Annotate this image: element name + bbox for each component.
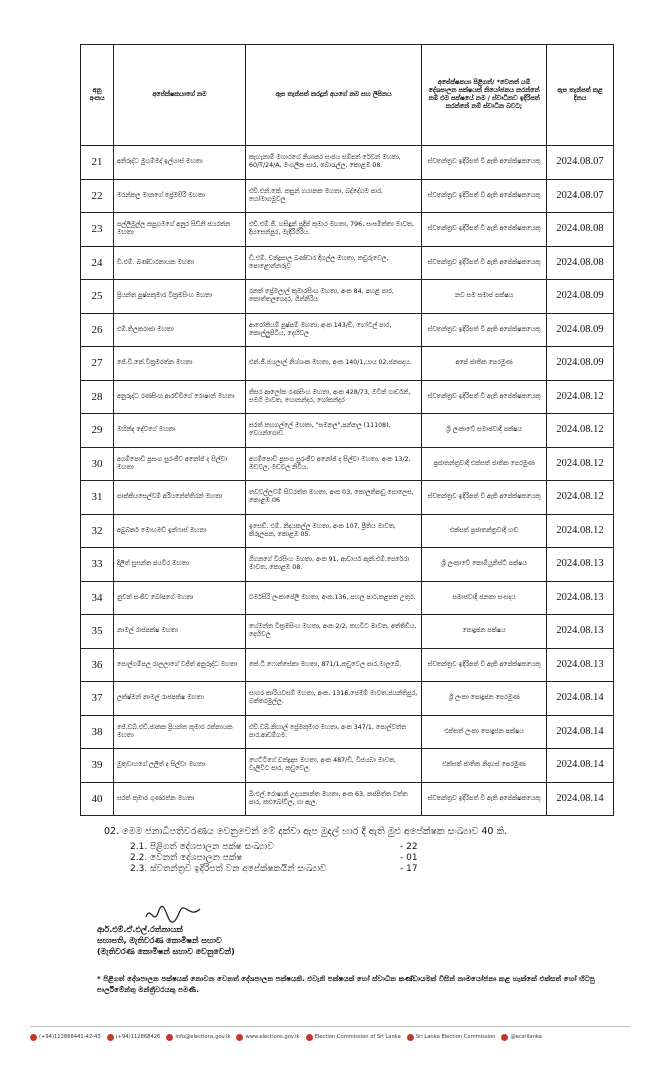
deposit-date: 2024.08.13 — [547, 615, 614, 649]
proxy-name-address: ඉසෙඩ්. එම්. නිදයකල්ල මහතා, අංක 107, ප්‍රීතිය මාවත, කිරුලපන, කොළඹ 05. — [246, 514, 422, 548]
table-row — [81, 213, 614, 247]
party-affiliation: ස්වතන්ත්‍රව ඉදිරිපත් වී ඇති අපේක්ෂකයෙකු — [422, 213, 547, 247]
candidate-name: අනුරුද්ධ රණසිංහ ආරච්චිගේ රොෂාන් මහතා — [114, 380, 246, 414]
table-row — [81, 380, 614, 414]
deposit-date: 2024.08.08 — [547, 213, 614, 247]
deposit-date: 2024.08.14 — [547, 749, 614, 783]
proxy-name-address: කේ.ටී.ෆොන්සේකා මහතා, 871/1,කඩුවෙල පාර,මාලබේ. — [246, 648, 422, 682]
table-row — [81, 447, 614, 481]
footer-item-text: Election Commission of Sri Lanka — [314, 1034, 401, 1040]
breakdown-row — [130, 864, 440, 875]
candidate-name: ලක්ෂ්මන් නාමල් රාජපක්ෂ මහතා — [114, 682, 246, 716]
deposit-date: 2024.08.08 — [547, 246, 614, 280]
youtube-icon — [407, 1034, 414, 1041]
footer-item[interactable] — [236, 1034, 299, 1041]
candidate-name: අබුබකර් මොහමඩ් ඉන්ෆාස් මහතා — [114, 514, 246, 548]
deposit-date: 2024.08.12 — [547, 447, 614, 481]
party-affiliation: පොදුජන පක්ෂය — [422, 615, 547, 649]
row-number: 23 — [81, 213, 114, 247]
deposit-date: 2024.08.09 — [547, 347, 614, 381]
row-number: 39 — [81, 749, 114, 783]
party-affiliation: සමාජවාදී ජනතා සංසදය — [422, 581, 547, 615]
row-number: 24 — [81, 246, 114, 280]
twitter-icon — [501, 1034, 508, 1041]
summary-text: 02. මෙම ජනාධිපතිවරණය වෙනුවෙන් මේ දක්වා ඇප මුදල් භාර දී ඇති මුළු අපේක්ෂක සංඛ්‍යාව 40 කි. — [104, 826, 508, 837]
party-affiliation: ස්වතන්ත්‍රව ඉදිරිපත් වී ඇති අපේක්ෂකයෙකු — [422, 782, 547, 816]
row-number: 38 — [81, 715, 114, 749]
table-row — [81, 246, 614, 280]
row-number: 30 — [81, 447, 114, 481]
table-row — [81, 648, 614, 682]
row-number: 36 — [81, 648, 114, 682]
proxy-name-address: එච්.එම්.ජී. හසිඳුන් ප්‍රදීප් කුමාර මහතා, 796, සංඝමිත්තා මාවත, දියසෙන්පුර, මැදිරිගිරිය. — [246, 213, 422, 247]
footer-item[interactable] — [30, 1034, 101, 1041]
deposit-date: 2024.08.12 — [547, 514, 614, 548]
row-number: 37 — [81, 682, 114, 716]
row-number: 26 — [81, 313, 114, 347]
footer-item[interactable] — [407, 1034, 496, 1041]
deposit-date: 2024.08.09 — [547, 313, 614, 347]
proxy-name-address: ඩී.එම්. චන්ද්‍රපාල බණ්ඩාර දිගල්ල මහතා, කඩුරුවෙල, පොළොන්නරුව — [246, 246, 422, 280]
table-row — [81, 782, 614, 816]
candidate-name: එම්.තිලකරාජා මහතා — [114, 313, 246, 347]
candidate-name: සරත් කුමාර ගුණරත්න මහතා — [114, 782, 246, 816]
breakdown-label: 2.2. වෙනත් දේශපාලන පක්ෂ — [130, 853, 243, 863]
party-affiliation: ස්වතන්ත්‍රව ඉදිරිපත් වී ඇති අපේක්ෂකයෙකු — [422, 146, 547, 180]
footer-item[interactable] — [306, 1034, 401, 1041]
row-number: 25 — [81, 280, 114, 314]
candidate-table-body — [81, 146, 614, 816]
candidate-name: නාමල් රාජපක්ෂ මහතා — [114, 615, 246, 649]
party-affiliation: ස්වතන්ත්‍රව ඉදිරිපත් වී ඇති අපේක්ෂකයෙකු — [422, 313, 547, 347]
header-no: අනු අංකය — [81, 45, 114, 146]
proxy-name-address: හෙට්ටිගේ චන්ද්‍රදාස මහතා, අංක 487/ඩී, විජයබා මාවත, වැලිවිට පාර, කඩුවෙල. — [246, 749, 422, 783]
party-affiliation: ස්වතන්ත්‍රව ඉදිරිපත් වී ඇති අපේක්ෂකයෙකු — [422, 648, 547, 682]
table-row — [81, 749, 614, 783]
party-affiliation: නව සම සමාජ පක්ෂය — [422, 280, 547, 314]
party-affiliation: ස්වතන්ත්‍රව ඉදිරිපත් වී ඇති අපේක්ෂකයෙකු — [422, 246, 547, 280]
table-row — [81, 615, 614, 649]
proxy-name-address: එච්.ඩබ්.නිහාල් ප්‍රේමකුමාර මහතා, අංක 347/1, පොල්වත්ත පාර,ආඩම්ගම. — [246, 715, 422, 749]
candidate-name: නුවන් සංජීව බෝපගේ මහතා — [114, 581, 246, 615]
proxy-name-address: සාගර කාරියවසම් මහතා, අංක. 1316,ජෙමම් මාවත,ජයන්තිපුර, බත්තරමුල්ල. — [246, 682, 422, 716]
candidate-name: ජේ.ඩී.කේ.වික්‍රමරත්න මහතා — [114, 347, 246, 381]
table-row — [81, 581, 614, 615]
signatory-title: සභාපති, මැතිවරණ කොමිෂන් සභාව — [97, 936, 222, 945]
table-row — [81, 414, 614, 448]
footer-item-text: (+94)112868426 — [115, 1034, 161, 1040]
row-number: 33 — [81, 548, 114, 582]
party-affiliation: ස්වතන්ත්‍රව ඉදිරිපත් වී ඇති අපේක්ෂකයෙකු — [422, 380, 547, 414]
candidate-name: ඩී.එම්. බණ්ඩාරනායක මහතා — [114, 246, 246, 280]
party-affiliation: එක්සත් ලංකා පොදුජන පක්ෂය — [422, 715, 547, 749]
table-row — [81, 280, 614, 314]
deposit-date: 2024.08.14 — [547, 782, 614, 816]
row-number: 31 — [81, 481, 114, 515]
candidate-name: මහින්ද දේවගේ මහතා — [114, 414, 246, 448]
footer-item-text: Sri Lanka Election Commission — [415, 1034, 496, 1040]
candidate-name: අගම්පොඩි ප්‍රසංග සුරංජීව අනෝජ් ද සිල්වා මහතා — [114, 447, 246, 481]
party-affiliation: ස්වතන්ත්‍රව ඉදිරිපත් වී ඇති අපේක්ෂකයෙකු — [422, 179, 547, 213]
proxy-name-address: හේමන්ත වික්‍රමසිංහ මහතා, අංක 2/2, කහවිට මාවත, අත්තිඩිය, දෙහිවල — [246, 615, 422, 649]
mail-icon — [166, 1034, 173, 1041]
breakdown-list — [130, 842, 440, 875]
breakdown-value: - 01 — [400, 853, 418, 863]
proxy-name-address: ගීගනගේ වීරසිංහ මහතා, අංක 91, ආචාර්ය ඇන්.එම්.පෙරේරා මාවත, කොළඹ 08. — [246, 548, 422, 582]
party-affiliation: ශ්‍රී ලංකාවේ සමාජවාදී පක්ෂය — [422, 414, 547, 448]
deposit-date: 2024.08.13 — [547, 648, 614, 682]
proxy-name-address: බී.එල්.රොෂාන් උදයකාන්ත මහතා, අංක 63, කජපිත්ත වත්ත පාර, කළුබෝවිල, ගා ඇල. — [246, 782, 422, 816]
signatory-subtitle: (මැතිවරණ කොමිෂන් සභාව වෙනුවෙන්) — [97, 947, 235, 956]
breakdown-label: 2.1. පිළිගත් දේශපාලන පක්ෂ සංඛ්‍යාව — [130, 842, 274, 852]
footer-item[interactable] — [107, 1034, 161, 1041]
candidate-name: මරන්කල මානගේ ප්‍රේමසිරි මහතා — [114, 179, 246, 213]
fax-icon — [107, 1034, 114, 1041]
row-number: 21 — [81, 146, 114, 180]
candidate-name: පල්ලිමුල්ල කපුගමගේ අනුර සිඩ්නි ජයරත්න මහතා — [114, 213, 246, 247]
footer-item-text: @ecsrilanka — [510, 1034, 542, 1040]
table-row — [81, 481, 614, 515]
candidate-name: අනිරුද්ධ මුහම්මද් ඉල්යාස් මහතා — [114, 146, 246, 180]
candidate-table — [80, 44, 614, 816]
breakdown-row — [130, 842, 440, 853]
deposit-date: 2024.08.07 — [547, 146, 614, 180]
deposit-date: 2024.08.13 — [547, 581, 614, 615]
row-number: 40 — [81, 782, 114, 816]
breakdown-value: - 17 — [400, 864, 418, 874]
proxy-name-address: එච්.එන්.කේ. කසුන් ගයානක මහතා, බද්දේගම පාර, හෝමාගමුවල — [246, 179, 422, 213]
deposit-date: 2024.08.12 — [547, 380, 614, 414]
header-proxy: ඇප තැන්පත් කරදුන් අයගේ නම සහ ලිපිනය — [246, 45, 422, 146]
footer-item[interactable] — [166, 1034, 230, 1041]
party-affiliation: අපේ ජාතික පෙරමුණ — [422, 347, 547, 381]
candidate-name: පාක්කියසෙල්වම් අරියනේත්තිරන් මහතා — [114, 481, 246, 515]
table-row — [81, 179, 614, 213]
proxy-name-address: එන්.ජී.ජයලාල් නිශ්ශංක මහතා, අංක 140/1,යාය 02,ජනපදය. — [246, 347, 422, 381]
header-party: අපේක්ෂකයා පිළිගත්/ *වෙනත් යම් දේශපාලන පක්ෂයක් නියෝජනය කරන්නේ නම් එම පක්ෂයේ නම / ස්වාධීනව ඉදිරිපත් කරන්නේ නම් ස්වාධීන බවට; — [422, 45, 547, 146]
deposit-date: 2024.08.12 — [547, 481, 614, 515]
table-row — [81, 682, 614, 716]
party-affiliation: ශ්‍රී ලංකා පොදුජන පෙරමුණ — [422, 682, 547, 716]
breakdown-label: 2.3. ස්වතන්ත්‍රව ඉදිරිපත් වන අපේක්ෂකයින් සංඛ්‍යාව — [130, 864, 327, 874]
breakdown-row — [130, 853, 440, 864]
party-affiliation: ශ්‍රී ලංකාවේ කොමියුනිස්ට් පක්ෂය — [422, 548, 547, 582]
footer-item-text: www.elections.gov.lk — [245, 1034, 300, 1040]
row-number: 34 — [81, 581, 114, 615]
deposit-date: 2024.08.09 — [547, 280, 614, 314]
party-affiliation: ස්වතන්ත්‍රව ඉදිරිපත් වී ඇති අපේක්ෂකයෙකු — [422, 481, 547, 515]
table-row — [81, 313, 614, 347]
proxy-name-address: තවවල්ලවම් සිවරත්ත මහතා, අංක 03, කොලනිකඩු පොලෙස, කොළඹ 06 — [246, 481, 422, 515]
footnote: * පිළිගත් දේශපාලන පක්ෂයක් නොවන වෙනත් දේශපාලන පක්ෂයකි. එවැනි පක්ෂයක් හෝ ස්වාධීන කණ්ඩායමක් විසින් නාමයෝජනා කළ හැක්කේ එක්සත් හෝ හිටපු පාර්ලිමේන්තු මන්ත්‍රීවරයකු පමණි. — [97, 974, 595, 994]
table-row — [81, 715, 614, 749]
facebook-icon — [306, 1034, 313, 1041]
candidate-name: දිලිත් සුසන්ත ජයවීර මහතා — [114, 548, 246, 582]
footer-item-text: (+94)112868441-42-43 — [39, 1034, 101, 1040]
deposit-date: 2024.08.13 — [547, 548, 614, 582]
signature-scribble — [142, 903, 202, 925]
candidate-name: ප්‍රියන්ත පුෂ්පකුමාර වික්‍රමසිංහ මහතා — [114, 280, 246, 314]
candidate-name: මුතුවාහගේ ලලිත් ද සිල්වා මහතා — [114, 749, 246, 783]
header-date: ඇප තැන්පත් කළ දිනය — [547, 45, 614, 146]
proxy-name-address: අගම්පොඩි ප්‍රසංග සුරංජීව අනෝජ් ද සිල්වා මහතා, අංක 13/2, මඩවල, මඩවල නිවීය. — [246, 447, 422, 481]
deposit-date: 2024.08.14 — [547, 682, 614, 716]
party-affiliation: ප්‍රජාතන්ත්‍රවාදී එක්සත් ජාතික පෙරමුණ — [422, 447, 547, 481]
row-number: 35 — [81, 615, 114, 649]
proxy-name-address: ආරෝකියම් පුෂ්පම් මහතා, අංක 143/ඩී, හෝටල් පාර, කොල්ලුපිටිය, දෙහිවල — [246, 313, 422, 347]
footer-item[interactable] — [501, 1034, 542, 1041]
party-affiliation: එක්සත් ජාතික නිදහස් පෙරමුණ — [422, 749, 547, 783]
page-footer — [30, 1026, 630, 1044]
row-number: 22 — [81, 179, 114, 213]
footer-item-text: info@elections.gov.lk — [175, 1034, 231, 1040]
table-row — [81, 514, 614, 548]
table-header-row — [81, 45, 614, 146]
proxy-name-address: තිසර ආලෝක රණසිංහ මහතා, අංක 428/73, ඔවින් ගාර්ඩන්, සමගි මාවත, හොකන්දර, ගෝකන්දර — [246, 380, 422, 414]
row-number: 28 — [81, 380, 114, 414]
candidate-name: ජේ.ඩබ්.එච්.ජානක ප්‍රියන්ත කුමාර රත්නායක මහතා — [114, 715, 246, 749]
proxy-name-address: කැහැනාම් මහාරගේ නිශාකර සංජය සම්පත් රේවන් මහතා, 60/T/24/A, මංගලික පාර, බොරැල්ල, කොළඹ 08. — [246, 146, 422, 180]
phone-icon — [30, 1034, 37, 1041]
header-name: අපේක්ෂකයාගේ නම — [114, 45, 246, 146]
table-row — [81, 548, 614, 582]
signature-block — [97, 924, 235, 957]
signatory-name: ආර්.එම්.ඒ.එල්.රත්නායක් — [97, 925, 183, 934]
row-number: 29 — [81, 414, 114, 448]
deposit-date: 2024.08.12 — [547, 414, 614, 448]
proxy-name-address: ටර්මසිරි ලංකාපේලි මහතා, අංක.136, පහල පාර,කළපත උතුර. — [246, 581, 422, 615]
candidate-name: පොල්ගම්පල රාලලාගේ වජිත් අනුරුද්ධ මහතා — [114, 648, 246, 682]
party-affiliation: එක්සත් ප්‍රජාතන්ත්‍රවාදී හඬ — [422, 514, 547, 548]
row-number: 32 — [81, 514, 114, 548]
proxy-name-address: රනත් ප්‍රේමලාල් කුමාරසිංහ මහතා, අංක 84, පහළ පාර, කොත්තලගෙදර, ගින්නිරිය — [246, 280, 422, 314]
deposit-date: 2024.08.14 — [547, 715, 614, 749]
breakdown-value: - 22 — [400, 842, 418, 852]
proxy-name-address: සරත් කහගල්ලේ මහතා, "සමනල",පන්නල (11108), වෙයන්ගොඩ — [246, 414, 422, 448]
deposit-date: 2024.08.07 — [547, 179, 614, 213]
row-number: 27 — [81, 347, 114, 381]
table-row — [81, 146, 614, 180]
web-icon — [236, 1034, 243, 1041]
table-row — [81, 347, 614, 381]
